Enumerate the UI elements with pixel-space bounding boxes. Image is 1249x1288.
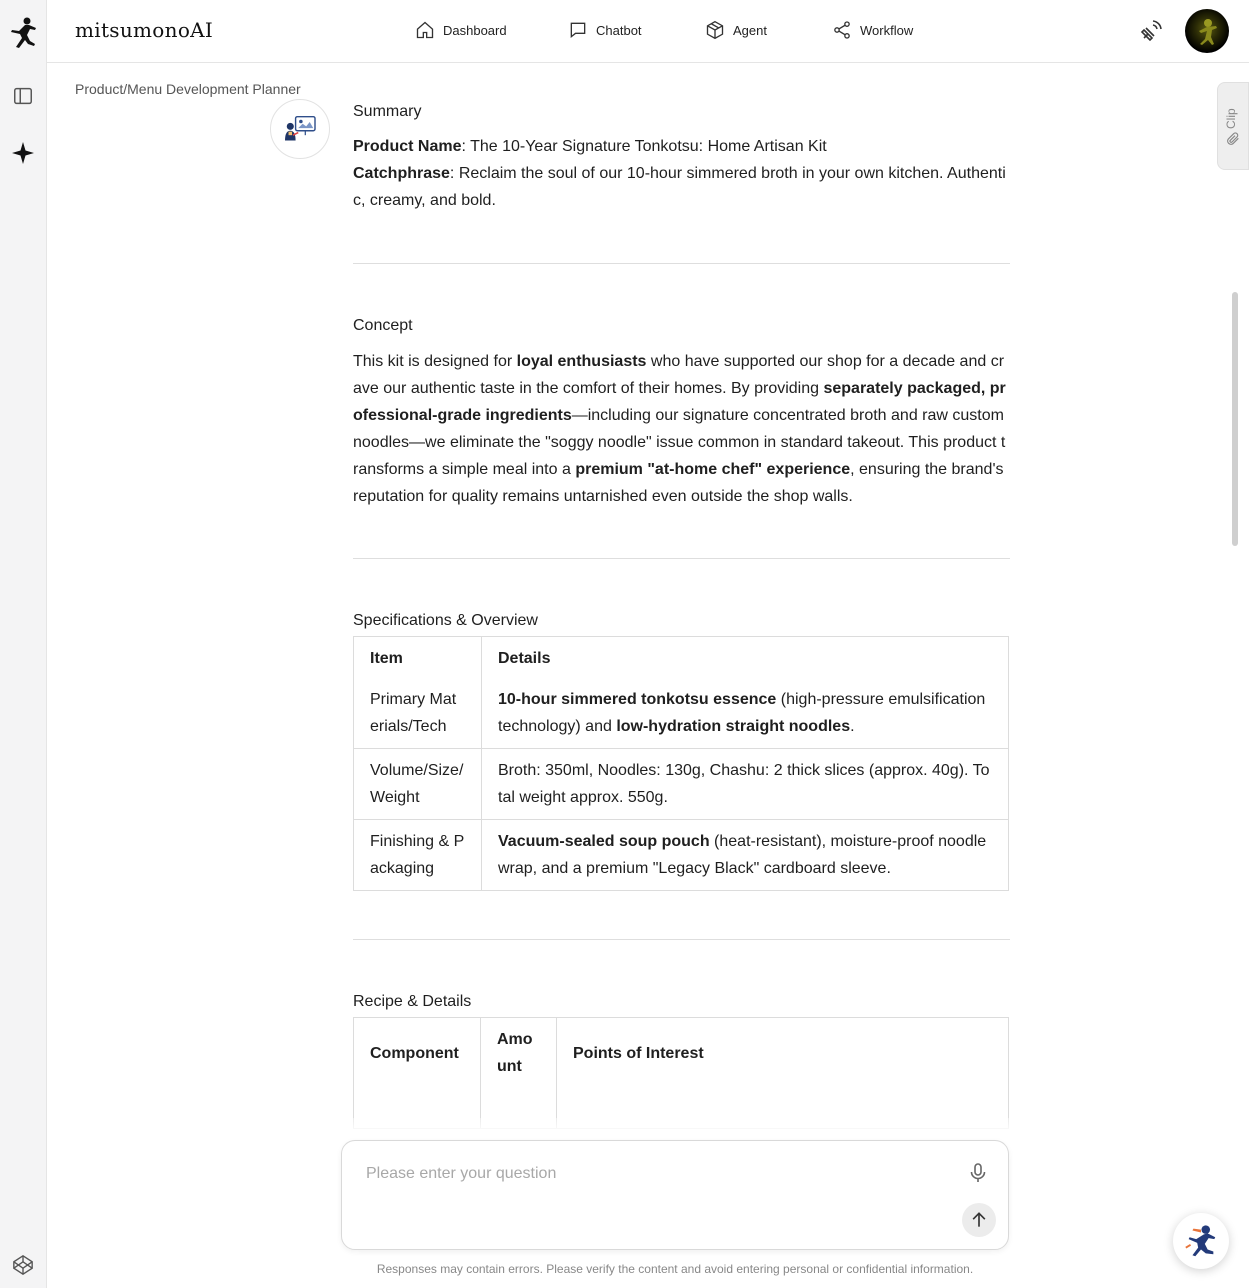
- divider: [353, 558, 1010, 559]
- scrollbar-thumb[interactable]: [1232, 292, 1238, 546]
- recipe-table: [353, 1017, 1009, 1129]
- product-name-label: Product Name: [353, 138, 462, 155]
- header-item: Item: [370, 650, 403, 667]
- spec-item: Primary Materials/Tech: [370, 691, 457, 735]
- product-name-value: : The 10-Year Signature Tonkotsu: Home Artisan Kit: [461, 138, 827, 155]
- nav-agent-label: Agent: [733, 22, 767, 38]
- chat-bubble-icon: [568, 20, 588, 40]
- table-header-row: [354, 1018, 1009, 1089]
- satellite-icon[interactable]: [1139, 19, 1163, 43]
- home-icon: [415, 20, 435, 40]
- spec-item: Finishing & Packaging: [370, 833, 465, 877]
- brand-name[interactable]: mitsumonoAI: [75, 18, 214, 42]
- concept-bold-2: separately packaged, professional-grade ingredients: [353, 380, 1006, 424]
- header-details: Details: [482, 637, 1009, 679]
- nav-chatbot[interactable]: [568, 20, 642, 40]
- summary-heading: Summary: [353, 103, 422, 120]
- table-row: [354, 678, 1009, 749]
- concept-text-1: This kit is designed for: [353, 353, 517, 370]
- concept-body: [353, 348, 1010, 510]
- ninja-figure-icon: [1185, 9, 1229, 53]
- spec-details-text: (heat-resistant), moisture-proof noodle wrap, and a premium "Legacy Black" cardboard sleeve.: [498, 833, 987, 877]
- nav-dashboard[interactable]: [415, 20, 507, 40]
- ninja-mascot-icon: [1182, 1222, 1220, 1260]
- summary-catchphrase: [353, 160, 1010, 214]
- spec-details: [482, 820, 1009, 891]
- nav-chatbot-label: Chatbot: [596, 22, 642, 38]
- recipe-heading: Recipe & Details: [353, 993, 472, 1010]
- content-fade: [353, 1118, 1010, 1134]
- left-rail: [0, 0, 47, 1288]
- assistant-launcher-button[interactable]: [1173, 1213, 1229, 1269]
- header-component: Component: [370, 1044, 459, 1062]
- spec-details-bold: 10-hour simmered tonkotsu essence: [498, 691, 777, 708]
- concept-text-2: who have supported our shop for a decade and crave our authentic taste in the comfort of their homes. By providing: [353, 353, 1005, 397]
- assistant-response: [353, 100, 1010, 1130]
- nav-workflow-label: Workflow: [860, 22, 914, 38]
- specs-table: [353, 636, 1009, 891]
- question-input-box[interactable]: [341, 1140, 1009, 1250]
- table-row: [354, 749, 1009, 820]
- header-amount: Amount: [481, 1018, 557, 1089]
- sparkle-icon[interactable]: [8, 138, 38, 168]
- disclaimer-text: Responses may contain errors. Please verify the content and avoid entering personal or confidential information.: [376, 1262, 974, 1276]
- divider: [353, 939, 1010, 940]
- top-bar: [47, 0, 1249, 63]
- specs-heading: Specifications & Overview: [353, 612, 538, 629]
- breadcrumb[interactable]: Product/Menu Development Planner: [75, 81, 301, 97]
- bot-avatar: [270, 99, 330, 159]
- question-input[interactable]: Please enter your question: [366, 1165, 557, 1182]
- concept-text-4: , ensuring the brand's reputation for quality remains untarnished even outside the shop walls.: [353, 461, 1004, 505]
- summary-product-name: [353, 133, 1010, 160]
- table-row: [354, 820, 1009, 891]
- codepen-icon[interactable]: [8, 1250, 38, 1280]
- table-header-row: [354, 637, 1009, 679]
- spec-details-text: (high-pressure emulsification technology) and: [498, 691, 986, 735]
- concept-bold-3: premium "at-home chef" experience: [575, 461, 851, 478]
- sidebar-toggle-icon[interactable]: [8, 81, 38, 111]
- cube-icon: [705, 20, 725, 40]
- nav-dashboard-label: Dashboard: [443, 22, 507, 38]
- share-nodes-icon: [832, 20, 852, 40]
- spec-details: [482, 678, 1009, 749]
- concept-bold-1: loyal enthusiasts: [516, 353, 647, 370]
- catchphrase-value: : Reclaim the soul of our 10-hour simmered broth in your own kitchen. Authentic, creamy, and bold.: [353, 165, 1006, 209]
- catchphrase-label: Catchphrase: [353, 165, 450, 182]
- planner-icon: [282, 114, 318, 144]
- ninja-logo-icon[interactable]: [8, 18, 38, 48]
- microphone-icon[interactable]: [966, 1161, 990, 1185]
- spec-details-bold: low-hydration straight noodles: [616, 718, 851, 735]
- spec-item: Volume/Size/Weight: [370, 762, 464, 806]
- header-points: Points of Interest: [557, 1018, 1009, 1089]
- spec-details-text: .: [850, 718, 855, 735]
- concept-text-3: —including our signature concentrated broth and raw custom noodles—we eliminate the "soggy noodle" issue common in standard takeout. This product transforms a simple meal into a: [353, 407, 1006, 478]
- user-avatar[interactable]: [1185, 9, 1229, 53]
- send-button[interactable]: [962, 1203, 996, 1237]
- clip-label: Clip: [1224, 108, 1238, 129]
- nav-workflow[interactable]: [832, 20, 913, 40]
- nav-agent[interactable]: [705, 20, 767, 40]
- spec-details: Broth: 350ml, Noodles: 130g, Chashu: 2 thick slices (approx. 40g). Total weight approx. 550g.: [482, 749, 1009, 820]
- scrollbar-track[interactable]: [1231, 63, 1239, 1133]
- divider: [353, 263, 1010, 264]
- concept-heading: Concept: [353, 317, 413, 334]
- arrow-up-icon: [969, 1210, 989, 1230]
- spec-details-bold: Vacuum-sealed soup pouch: [498, 833, 710, 850]
